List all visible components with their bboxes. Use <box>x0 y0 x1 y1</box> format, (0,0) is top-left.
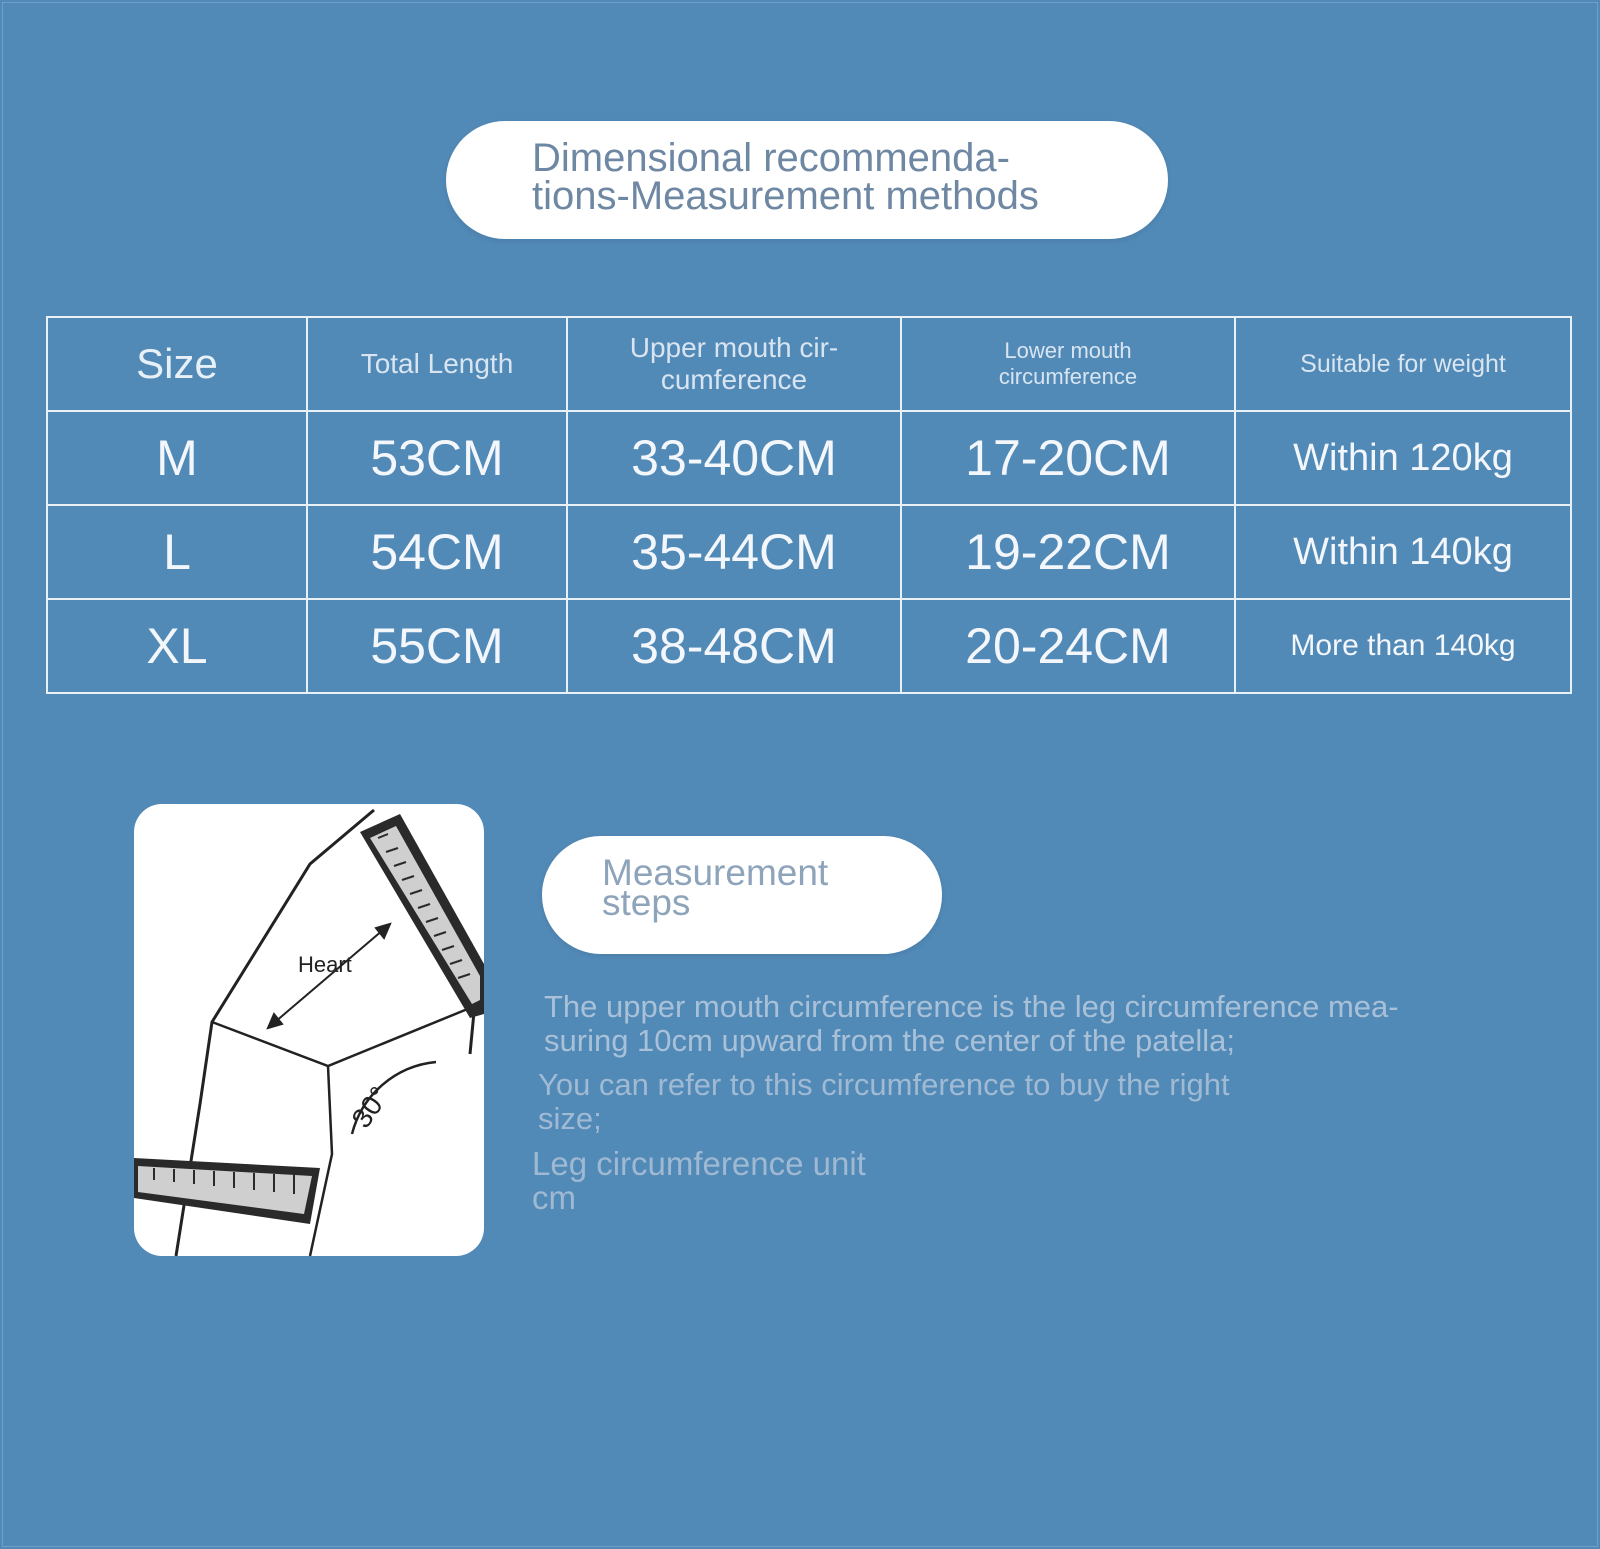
cell-total-length: 54CM <box>307 505 567 599</box>
size-chart-table <box>46 316 1572 694</box>
cell-weight: Within 120kg <box>1235 411 1571 505</box>
angle-label: 30° <box>345 1080 396 1134</box>
knee-drawing <box>134 804 484 1256</box>
cell-size: XL <box>47 599 307 693</box>
page-title: Dimensional recommenda- tions-Measurement methods <box>532 136 1039 218</box>
cell-upper-mouth: 33-40CM <box>567 411 901 505</box>
column-header-weight: Suitable for weight <box>1235 317 1571 411</box>
cell-weight: Within 140kg <box>1235 505 1571 599</box>
steps-banner <box>542 836 942 954</box>
column-header-total-length: Total Length <box>307 317 567 411</box>
lower-tape-measure-icon <box>134 1158 320 1224</box>
cell-size: L <box>47 505 307 599</box>
column-header-lower-mouth: Lower mouth circumference <box>901 317 1235 411</box>
cell-weight: More than 140kg <box>1235 599 1571 693</box>
cell-lower-mouth: 20-24CM <box>901 599 1235 693</box>
table-row <box>47 599 1571 693</box>
cell-lower-mouth: 17-20CM <box>901 411 1235 505</box>
cell-size: M <box>47 411 307 505</box>
table-row <box>47 505 1571 599</box>
step-paragraph-unit: Leg circumference unit cm <box>532 1145 866 1216</box>
column-header-size: Size <box>47 317 307 411</box>
knee-measurement-illustration <box>134 804 484 1256</box>
cell-lower-mouth: 19-22CM <box>901 505 1235 599</box>
column-header-upper-mouth: Upper mouth cir- cumference <box>567 317 901 411</box>
table-header-row <box>47 317 1571 411</box>
cell-upper-mouth: 35-44CM <box>567 505 901 599</box>
step-paragraph-upper-mouth: The upper mouth circumference is the leg circumference mea- suring 10cm upward from the center of the patella; <box>544 989 1399 1058</box>
cell-upper-mouth: 38-48CM <box>567 599 901 693</box>
upper-tape-measure-icon <box>360 814 484 1018</box>
heart-label: Heart <box>298 952 352 977</box>
cell-total-length: 53CM <box>307 411 567 505</box>
table-row <box>47 411 1571 505</box>
title-banner <box>446 121 1168 239</box>
cell-total-length: 55CM <box>307 599 567 693</box>
step-paragraph-refer: You can refer to this circumference to buy the right size; <box>538 1067 1230 1136</box>
steps-title: Measurement steps <box>602 852 829 923</box>
